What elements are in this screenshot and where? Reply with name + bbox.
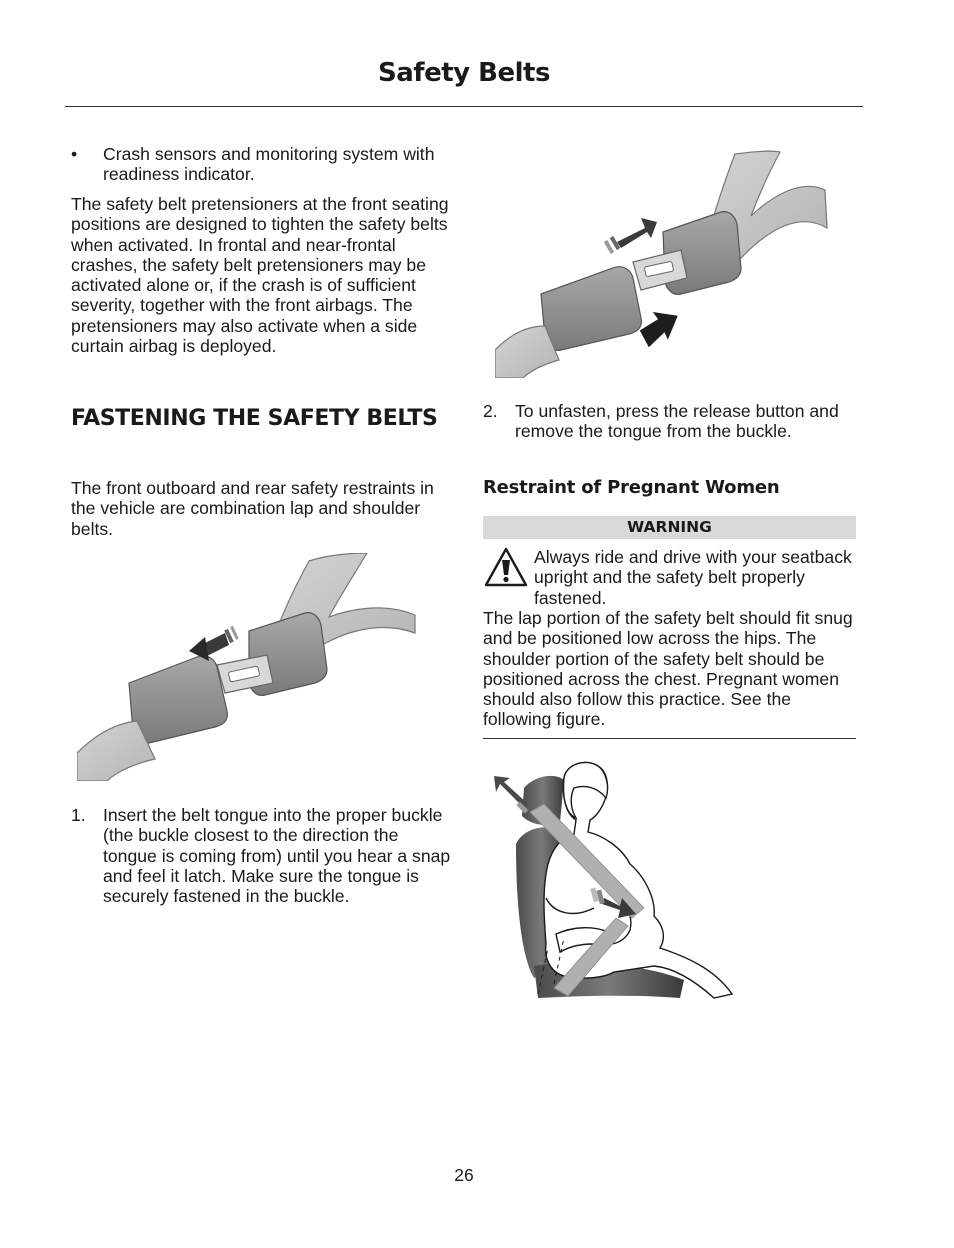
sub-heading: Restraint of Pregnant Women xyxy=(483,477,780,498)
fasten-belt-figure xyxy=(77,553,417,781)
arrow-icon xyxy=(637,308,682,348)
page-title: Safety Belts xyxy=(378,58,550,88)
step-text: To unfasten, press the release button and remove the tongue from the buckle. xyxy=(515,401,839,442)
restraints-paragraph: The front outboard and rear safety restraints in the vehicle are combination lap and shoulder belts. xyxy=(71,478,434,539)
pretensioner-paragraph: The safety belt pretensioners at the front seating positions are designed to tighten the safety belts when activated. In frontal and near-frontal crashes, the safety belt pretensioners may be activated alone or, if the crash is of sufficient severity, together with the front airbags. The pretensioners may also activate when a side curtain airbag is deployed. xyxy=(71,194,449,357)
latch-plate xyxy=(541,267,641,351)
step-number: 1. xyxy=(71,805,86,825)
woman-figure xyxy=(544,762,732,998)
warning-triangle-icon xyxy=(483,546,529,588)
step-number: 2. xyxy=(483,401,498,421)
step-text: Insert the belt tongue into the proper buckle (the buckle closest to the direction the tongue is coming from) until you hear a snap and feel it latch. Make sure the tongue is securely fastened in the buckle. xyxy=(103,805,451,907)
arrow-icon xyxy=(189,626,239,661)
bullet-text: Crash sensors and monitoring system with readiness indicator. xyxy=(103,144,435,185)
latch-plate xyxy=(129,656,227,744)
arrow-icon xyxy=(494,776,528,814)
arrow-icon xyxy=(604,218,657,254)
title-divider xyxy=(65,106,863,107)
warning-divider xyxy=(483,738,856,739)
warning-text-first: Always ride and drive with your seatback upright and the safety belt properly fastened. xyxy=(534,547,852,608)
pregnant-woman-belt-figure xyxy=(494,758,746,1002)
unfasten-belt-figure xyxy=(495,150,835,378)
bullet-marker: • xyxy=(71,144,78,164)
section-heading: FASTENING THE SAFETY BELTS xyxy=(71,406,438,431)
page-number: 26 xyxy=(454,1165,474,1185)
warning-text-rest: The lap portion of the safety belt should fit snug and be positioned low across the hips. The shoulder portion of the safety belt should be positioned across the chest. Pregnant women should also follow this practice. See the following figure. xyxy=(483,608,853,730)
warning-label: WARNING xyxy=(483,516,856,539)
